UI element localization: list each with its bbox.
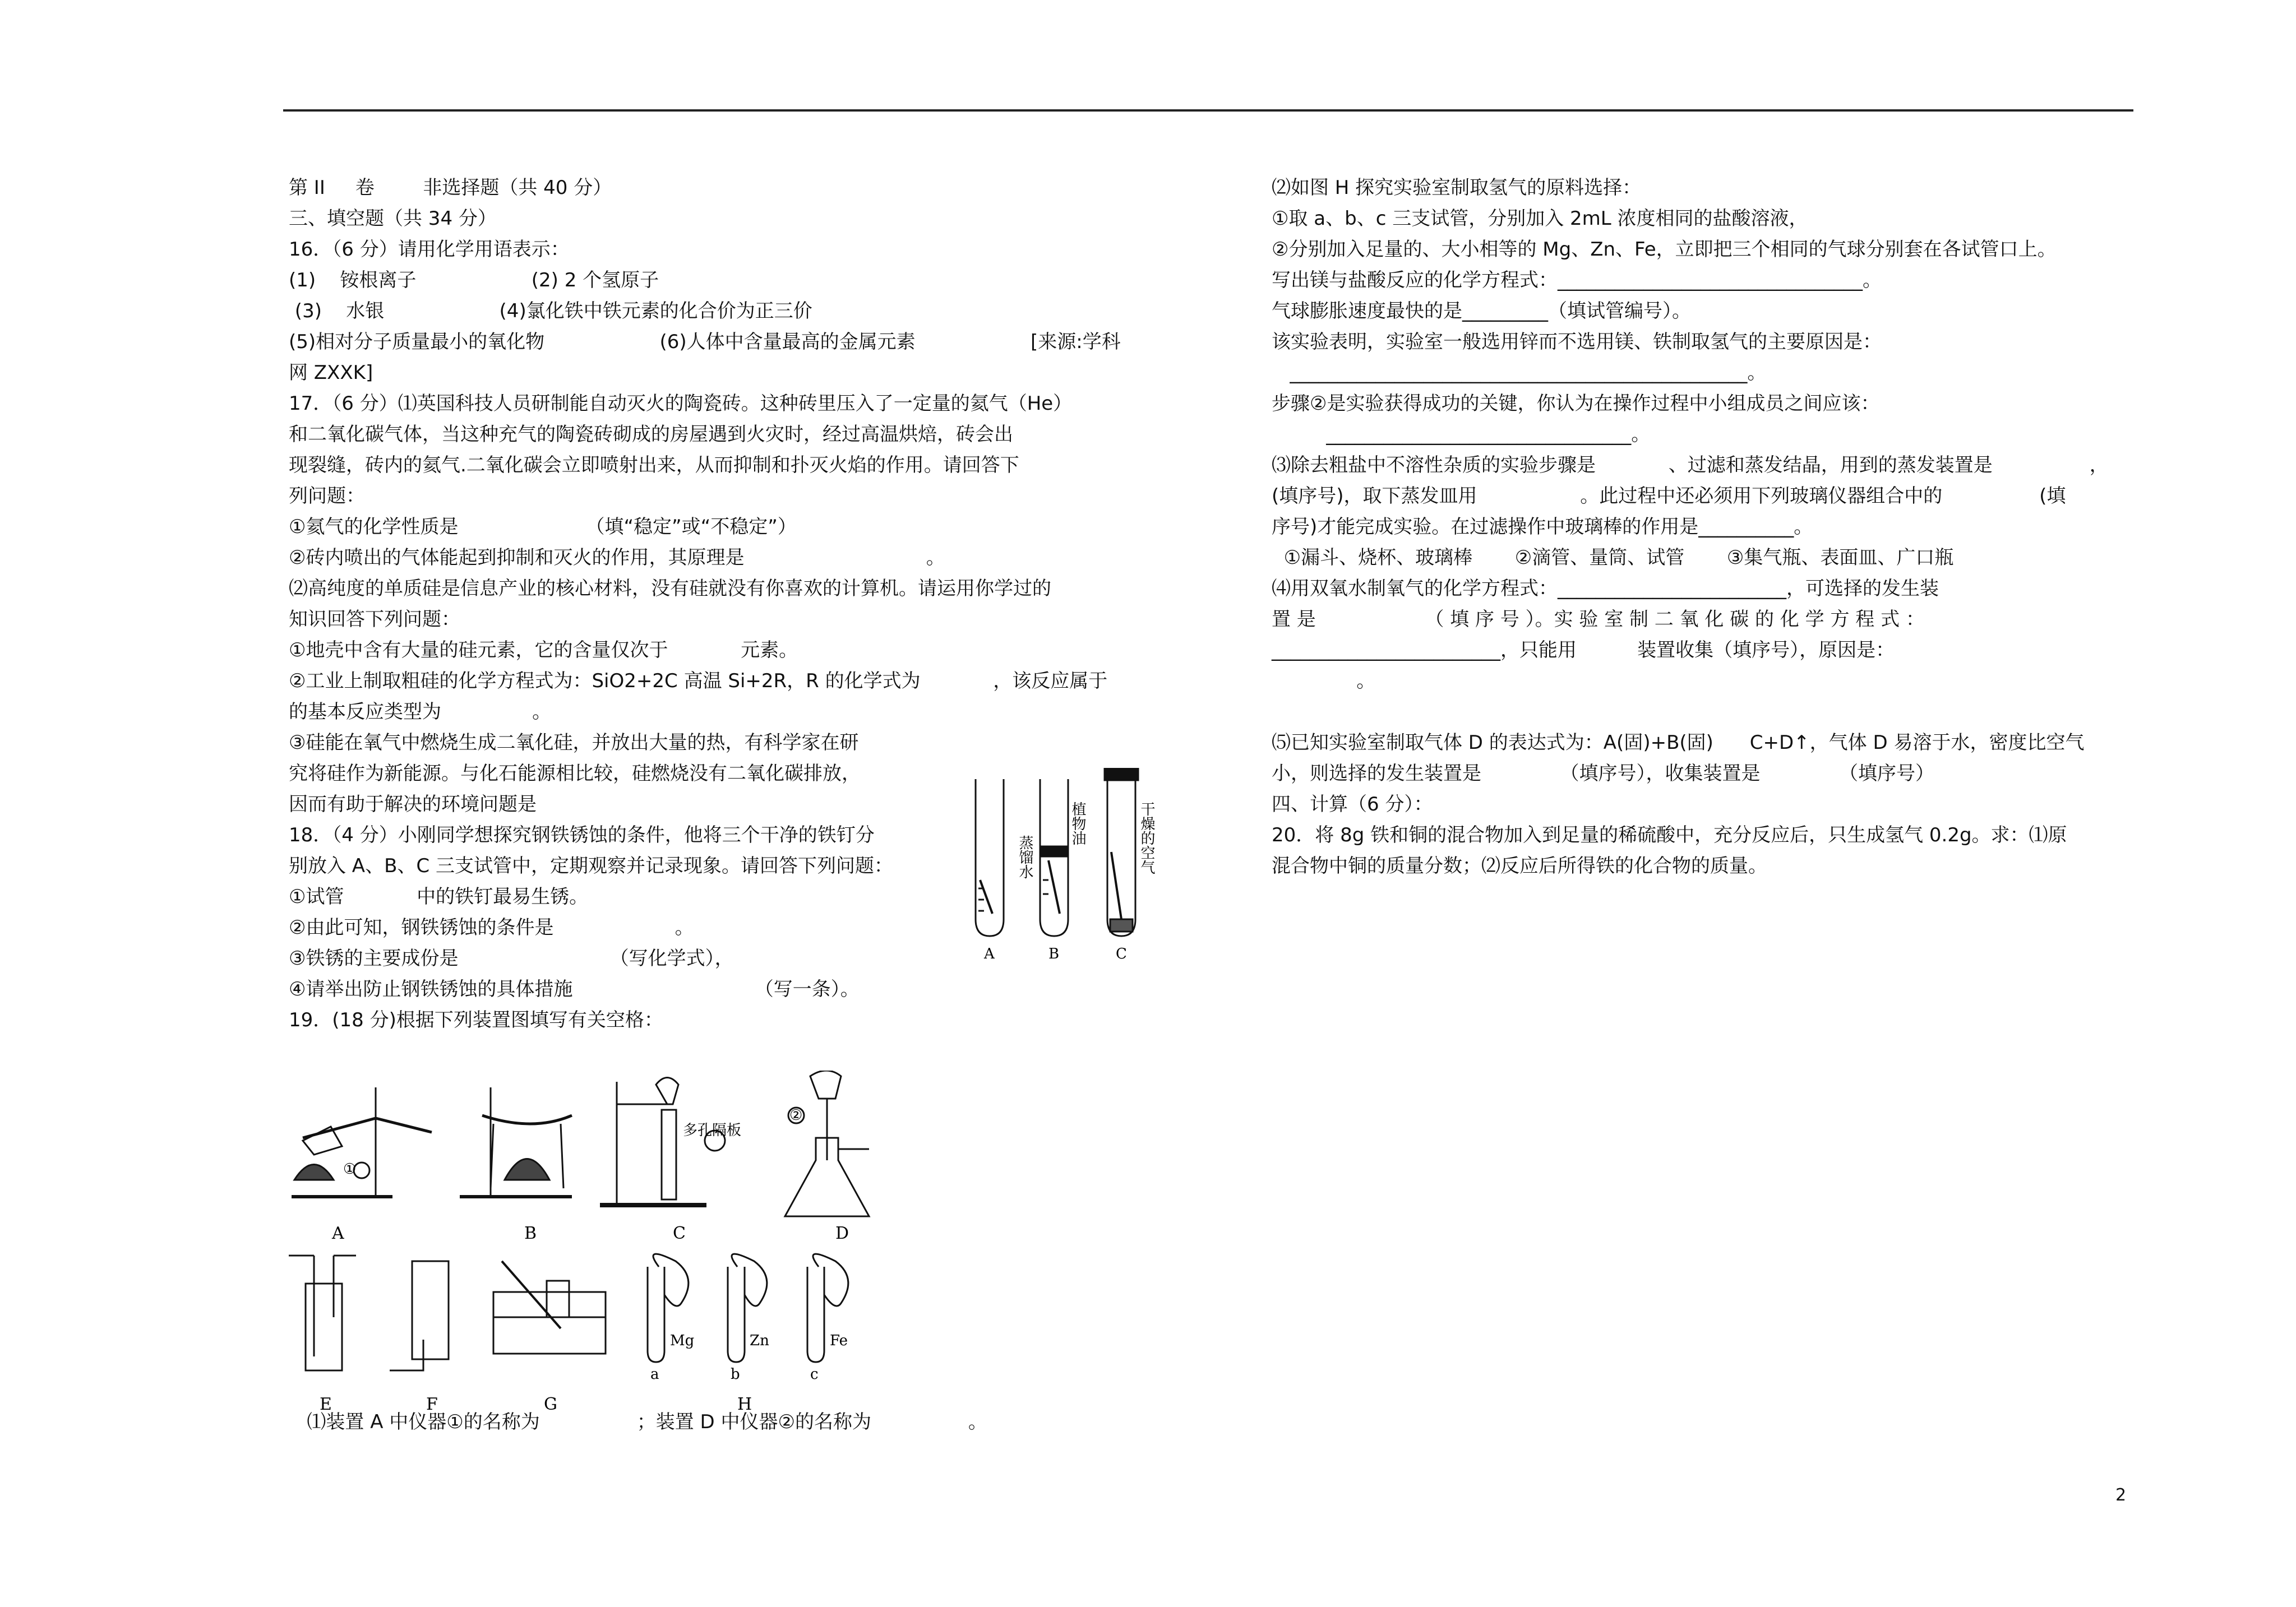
q19-plate-label: 多孔隔板 <box>683 1122 742 1139</box>
q19-label-a: A <box>332 1224 344 1243</box>
left-text-line: 18．（4 分）小刚同学想探究钢铁锈蚀的条件，他将三个干净的铁钉分 <box>289 824 875 846</box>
q19-num1: ① <box>343 1161 357 1178</box>
right-text-line: ⑷用双氧水制氧气的化学方程式：________________________，可选择的发生装 <box>1272 577 1939 600</box>
left-text-line: 网 ZXXK] <box>289 362 373 384</box>
right-text-line: 小，则选择的发生装置是 （填序号），收集装置是 （填序号） <box>1272 762 1934 785</box>
right-text-line: 写出镁与盐酸反应的化学方程式：________________________________。 <box>1272 269 1882 291</box>
q18-b-top-label: 植物油 <box>1069 802 1086 845</box>
q19-label-b: B <box>524 1224 537 1243</box>
right-text-line: 序号)才能完成实验。在过滤操作中玻璃棒的作用是__________。 <box>1272 516 1813 538</box>
left-text-line: 三、填空题（共 34 分） <box>289 207 497 230</box>
right-text-line: ________________________，只能用 装置收集（填序号），原因是： <box>1272 639 1895 661</box>
right-text-line: ⑸已知实验室制取气体 D 的表达式为：A(固)+B(固) C+D↑，气体 D 易溶于水，密度比空气 <box>1272 731 2085 754</box>
left-text-line: ①试管 中的铁钉最易生锈。 <box>289 886 589 908</box>
q19-num2: ② <box>789 1107 803 1124</box>
left-text-line: 第 II 卷 非选择题（共 40 分） <box>289 177 612 199</box>
q19-question-1-line <box>289 1407 1155 1438</box>
right-text-line: 步骤②是实验获得成功的关键，你认为在操作过程中小组成员之间应该： <box>1272 392 1880 415</box>
left-text-line: 现裂缝，砖内的氦气.二氧化碳会立即喷射出来，从而抑制和扑灭火焰的作用。请回答下 <box>289 454 1019 476</box>
left-text-line: 究将硅作为新能源。与化石能源相比较，硅燃烧没有二氧化碳排放， <box>289 762 861 785</box>
right-column <box>1272 173 2135 882</box>
right-text-line: 四、计算（6 分）： <box>1272 793 1433 816</box>
right-text-line: ②分别加入足量的、大小相等的 Mg、Zn、Fe，立即把三个相同的气球分别套在各试管口上。 <box>1272 238 2057 261</box>
q19-label-g: G <box>544 1395 557 1414</box>
left-text-line: ②砖内喷出的气体能起到抑制和灭火的作用，其原理是 。 <box>289 547 945 569</box>
q19-tube-a: a <box>650 1366 659 1383</box>
right-text-line: ⑵如图 H 探究实验室制取氢气的原料选择： <box>1272 177 1642 199</box>
left-text-line: 19．(18 分)根据下列装置图填写有关空格： <box>289 1009 663 1031</box>
q19-label-d: D <box>835 1224 849 1243</box>
left-text-line: 知识回答下列问题： <box>289 608 460 631</box>
q19-q1-text: ⑴装置 A 中仪器①的名称为 ；装置 D 中仪器②的名称为 。 <box>289 1411 987 1433</box>
left-text-line: 和二氧化碳气体，当这种充气的陶瓷砖砌成的房屋遇到火灾时，经过高温烘焙，砖会出 <box>289 423 1013 446</box>
q18-label-a: A <box>984 946 995 962</box>
right-text-line: ①取 a、b、c 三支试管，分别加入 2mL 浓度相同的盐酸溶液， <box>1272 207 1808 230</box>
q19-metal-mg: Mg <box>670 1332 695 1349</box>
q19-tube-b: b <box>731 1366 740 1383</box>
page-number: 2 <box>2115 1485 2127 1505</box>
left-text-line: 16．（6 分）请用化学用语表示： <box>289 238 570 261</box>
q19-metal-zn: Zn <box>750 1332 769 1349</box>
left-text-line: ①氦气的化学性质是 （填“稳定”或“不稳定”） <box>289 516 797 538</box>
left-text-line: ①地壳中含有大量的硅元素，它的含量仅次于 元素。 <box>289 639 798 661</box>
right-text-line: ⑶除去粗盐中不溶性杂质的实验步骤是 、过滤和蒸发结晶，用到的蒸发装置是 ， <box>1272 454 2109 476</box>
left-text-line: 因而有助于解决的环境问题是 <box>289 793 537 816</box>
right-text-line: 混合物中铜的质量分数；⑵反应后所得铁的化合物的质量。 <box>1272 855 1767 877</box>
right-text-line: 20．将 8g 铁和铜的混合物加入到足量的稀硫酸中，充分反应后，只生成氢气 0.2g。求：⑴原 <box>1272 824 2067 846</box>
right-text-line <box>1272 697 2135 728</box>
q19-label-f: F <box>426 1395 438 1414</box>
q19-label-e: E <box>320 1395 332 1414</box>
header-rule <box>283 109 2133 112</box>
q18-c-side-label: 干燥的空气 <box>1138 802 1155 874</box>
left-text-line: ②由此可知，钢铁锈蚀的条件是 。 <box>289 916 694 939</box>
left-text-line: ③硅能在氧气中燃烧生成二氧化硅，并放出大量的热，有科学家在研 <box>289 731 859 754</box>
right-text-line: 气球膨胀速度最快的是_________（填试管编号）。 <box>1272 300 1691 322</box>
right-text-line: 置 是 （ 填 序 号 ）。实 验 室 制 二 氧 化 碳 的 化 学 方 程 式 ： <box>1272 608 1925 631</box>
left-text-line: 列问题： <box>289 485 365 507</box>
left-text-line: (5)相对分子质量最小的氧化物 (6)人体中含量最高的金属元素 [来源:学科 <box>289 331 1121 353</box>
left-text-line: 的基本反应类型为 。 <box>289 701 552 723</box>
right-text-line: ________________________________。 <box>1272 423 1651 446</box>
q19-label-h: H <box>737 1395 752 1414</box>
q19-apparatus-row1 <box>280 1071 908 1250</box>
right-text-line: (填序号)，取下蒸发皿用 。此过程中还必须用下列玻璃仪器组合中的 (填 <box>1272 485 2066 507</box>
q18-label-b: B <box>1048 946 1060 962</box>
q19-tube-c: c <box>810 1366 819 1383</box>
left-text-line: 别放入 A、B、C 三支试管中，定期观察并记录现象。请回答下列问题： <box>289 855 893 877</box>
right-text-line: ①漏斗、烧杯、玻璃棒 ②滴管、量筒、试管 ③集气瓶、表面皿、广口瓶 <box>1272 547 1954 569</box>
left-text-line: (1) 铵根离子 (2) 2 个氢原子 <box>289 269 659 291</box>
left-text-line: (3) 水银 (4)氯化铁中铁元素的化合价为正三价 <box>289 300 812 322</box>
left-text-line: 17．（6 分）⑴英国科技人员研制能自动灭火的陶瓷砖。这种砖里压入了一定量的氦气（He） <box>289 392 1073 415</box>
left-text-line: ②工业上制取粗硅的化学方程式为：SiO2+2C 高温 Si+2R，R 的化学式为 ，该反应属于 <box>289 670 1108 692</box>
left-text-line: ④请举出防止钢铁锈蚀的具体措施 （写一条）。 <box>289 978 860 1001</box>
left-text-line: ③铁锈的主要成份是 （写化学式）， <box>289 947 734 970</box>
left-text-line: ⑵高纯度的单质硅是信息产业的核心材料，没有硅就没有你喜欢的计算机。请运用你学过的 <box>289 577 1051 600</box>
q19-label-c: C <box>673 1224 686 1243</box>
right-text-line: 该实验表明，实验室一般选用锌而不选用镁、铁制取氢气的主要原因是： <box>1272 331 1882 353</box>
right-text-line: ________________________________________________。 <box>1272 362 1767 384</box>
q18-test-tubes-figure <box>959 768 1161 964</box>
q18-b-bottom-label: 蒸馏水 <box>1017 835 1033 879</box>
q18-label-c: C <box>1116 946 1127 962</box>
q19-metal-fe: Fe <box>830 1332 848 1349</box>
q19-apparatus-row2 <box>289 1250 917 1418</box>
right-text-line: 。 <box>1272 670 1376 692</box>
